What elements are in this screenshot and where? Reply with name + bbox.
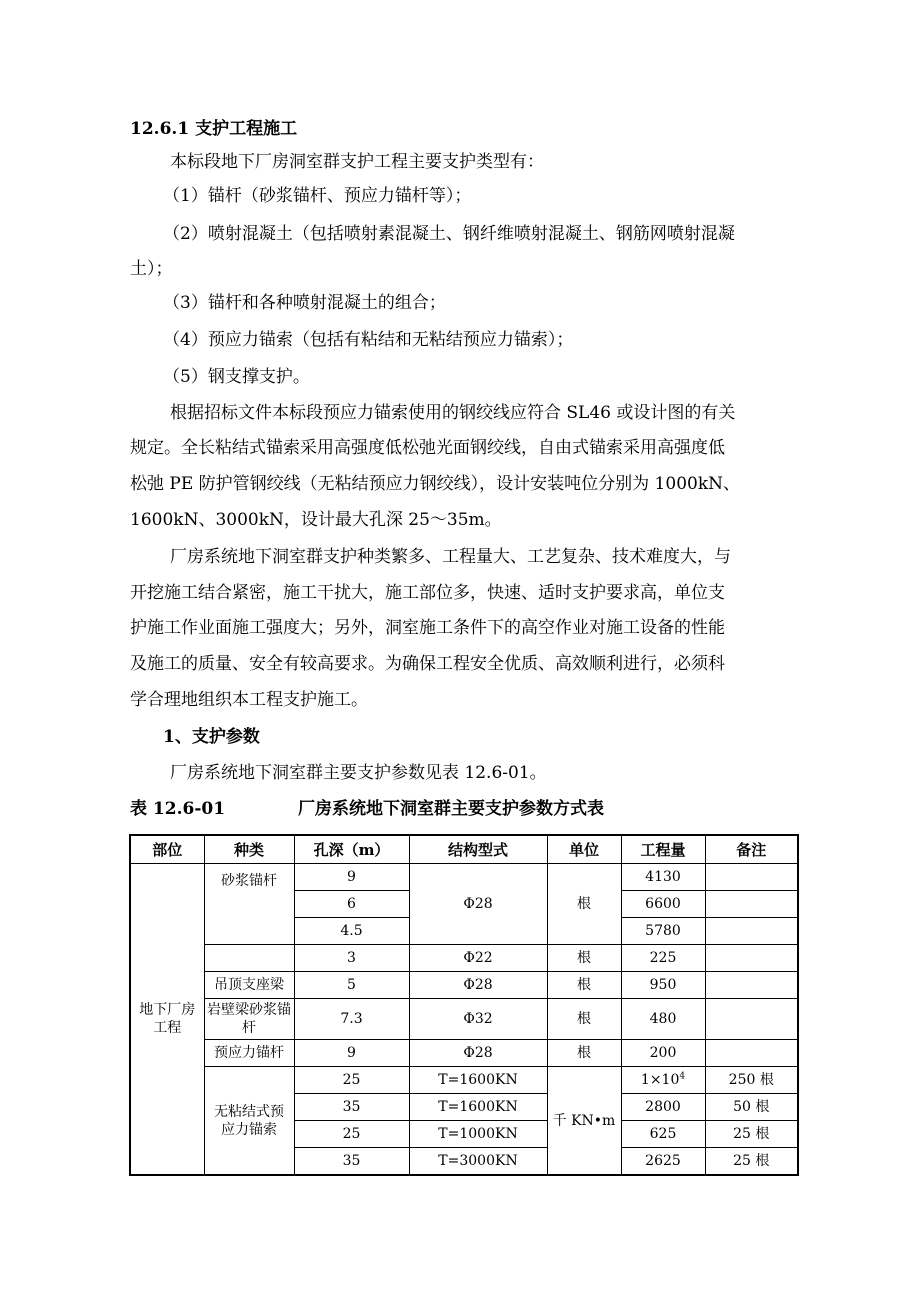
depth-cell: 4.5 bbox=[294, 918, 409, 945]
type-cell: 岩壁梁砂浆锚杆 bbox=[204, 999, 294, 1040]
qty-cell: 2625 bbox=[621, 1148, 705, 1176]
header-cell: 部位 bbox=[130, 835, 204, 864]
qty-cell: 625 bbox=[621, 1121, 705, 1148]
struct-cell: Φ22 bbox=[409, 945, 547, 972]
type-cell bbox=[204, 945, 294, 972]
unit-cell: 根 bbox=[547, 972, 621, 999]
depth-cell: 6 bbox=[294, 891, 409, 918]
qty-cell: 200 bbox=[621, 1040, 705, 1067]
qty-exponent: 4 bbox=[679, 1071, 686, 1082]
note-cell bbox=[705, 972, 798, 999]
struct-cell: T=3000KN bbox=[409, 1148, 547, 1176]
type-cell: 吊顶支座梁 bbox=[204, 972, 294, 999]
qty-cell: 2800 bbox=[621, 1094, 705, 1121]
struct-cell: T=1000KN bbox=[409, 1121, 547, 1148]
note-cell: 50 根 bbox=[705, 1094, 798, 1121]
list-item: （5）钢支撑支护。 bbox=[163, 367, 310, 387]
depth-cell: 35 bbox=[294, 1094, 409, 1121]
note-cell: 250 根 bbox=[705, 1067, 798, 1094]
paragraph-line: 松弛 PE 防护管钢绞线（无粘结预应力钢绞线），设计安装吨位分别为 1000kN、 bbox=[130, 474, 740, 494]
struct-cell: T=1600KN bbox=[409, 1067, 547, 1094]
qty-cell: 225 bbox=[621, 945, 705, 972]
sub-text: 厂房系统地下洞室群主要支护参数见表 12.6-01。 bbox=[170, 763, 547, 783]
type-cell: 砂浆锚杆 bbox=[204, 864, 294, 945]
note-cell bbox=[705, 1040, 798, 1067]
qty-cell: 5780 bbox=[621, 918, 705, 945]
header-cell: 备注 bbox=[705, 835, 798, 864]
struct-cell: Φ28 bbox=[409, 972, 547, 999]
list-item-continuation: 土）； bbox=[130, 259, 173, 279]
paragraph-line: 规定。全长粘结式锚索采用高强度低松弛光面钢绞线，自由式锚索采用高强度低 bbox=[130, 438, 725, 458]
section-heading: 12.6.1 支护工程施工 bbox=[130, 119, 298, 139]
qty-cell: 480 bbox=[621, 999, 705, 1040]
paragraph-line: 厂房系统地下洞室群支护种类繁多、工程量大、工艺复杂、技术难度大，与 bbox=[170, 547, 731, 567]
depth-cell: 7.3 bbox=[294, 999, 409, 1040]
note-cell bbox=[705, 918, 798, 945]
unit-cell: 根 bbox=[547, 999, 621, 1040]
paragraph-line: 及施工的质量、安全有较高要求。为确保工程安全优质、高效顺利进行，必须科 bbox=[130, 654, 725, 674]
header-cell: 工程量 bbox=[621, 835, 705, 864]
paragraph-line: 1600kN、3000kN，设计最大孔深 25～35m。 bbox=[130, 510, 502, 530]
struct-cell: T=1600KN bbox=[409, 1094, 547, 1121]
header-cell: 孔深（m） bbox=[294, 835, 409, 864]
depth-cell: 5 bbox=[294, 972, 409, 999]
paragraph-line: 根据招标文件本标段预应力锚索使用的钢绞线应符合 SL46 或设计图的有关 bbox=[170, 403, 736, 423]
qty-cell: 6600 bbox=[621, 891, 705, 918]
table-row bbox=[130, 972, 798, 999]
note-cell bbox=[705, 945, 798, 972]
qty-base: 1×10 bbox=[640, 1072, 680, 1088]
list-item: （3）锚杆和各种喷射混凝土的组合； bbox=[163, 293, 446, 313]
table-row bbox=[130, 1040, 798, 1067]
struct-cell: Φ28 bbox=[409, 864, 547, 945]
struct-cell: Φ32 bbox=[409, 999, 547, 1040]
support-parameters-table bbox=[129, 834, 799, 1176]
paragraph-line: 学合理地组织本工程支护施工。 bbox=[130, 690, 368, 710]
list-item: （1）锚杆（砂浆锚杆、预应力锚杆等）； bbox=[163, 186, 472, 206]
type-cell: 预应力锚杆 bbox=[204, 1040, 294, 1067]
header-cell: 种类 bbox=[204, 835, 294, 864]
table-row bbox=[130, 945, 798, 972]
struct-cell: Φ28 bbox=[409, 1040, 547, 1067]
qty-cell bbox=[621, 1067, 705, 1094]
depth-cell: 9 bbox=[294, 1040, 409, 1067]
depth-cell: 3 bbox=[294, 945, 409, 972]
note-cell bbox=[705, 999, 798, 1040]
type-cell: 无粘结式预应力锚索 bbox=[204, 1067, 294, 1176]
table-title: 厂房系统地下洞室群主要支护参数方式表 bbox=[298, 799, 604, 819]
note-cell bbox=[705, 864, 798, 891]
location-cell: 地下厂房工程 bbox=[130, 864, 204, 1176]
sub-heading: 1、支护参数 bbox=[163, 727, 260, 747]
table-row bbox=[130, 864, 798, 891]
note-cell bbox=[705, 891, 798, 918]
depth-cell: 35 bbox=[294, 1148, 409, 1176]
depth-cell: 25 bbox=[294, 1121, 409, 1148]
unit-cell: 根 bbox=[547, 864, 621, 945]
qty-cell: 950 bbox=[621, 972, 705, 999]
intro-text: 本标段地下厂房洞室群支护工程主要支护类型有： bbox=[170, 152, 544, 172]
unit-cell: 根 bbox=[547, 1040, 621, 1067]
unit-cell: 千 KN•m bbox=[547, 1067, 621, 1176]
depth-cell: 25 bbox=[294, 1067, 409, 1094]
list-item: （4）预应力锚索（包括有粘结和无粘结预应力锚索）； bbox=[163, 330, 574, 350]
note-cell: 25 根 bbox=[705, 1121, 798, 1148]
header-cell: 单位 bbox=[547, 835, 621, 864]
table-row bbox=[130, 1067, 798, 1094]
table-label: 表 12.6-01 bbox=[130, 799, 226, 819]
paragraph-line: 护施工作业面施工强度大；另外，洞室施工条件下的高空作业对施工设备的性能 bbox=[130, 618, 725, 638]
note-cell: 25 根 bbox=[705, 1148, 798, 1176]
list-item: （2）喷射混凝土（包括喷射素混凝土、钢纤维喷射混凝土、钢筋网喷射混凝 bbox=[163, 224, 735, 244]
table-caption bbox=[130, 798, 800, 820]
header-cell: 结构型式 bbox=[409, 835, 547, 864]
paragraph-line: 开挖施工结合紧密，施工干扰大，施工部位多，快速、适时支护要求高，单位支 bbox=[130, 583, 725, 603]
table-header-row bbox=[130, 835, 798, 864]
unit-cell: 根 bbox=[547, 945, 621, 972]
table-row bbox=[130, 999, 798, 1040]
depth-cell: 9 bbox=[294, 864, 409, 891]
qty-cell: 4130 bbox=[621, 864, 705, 891]
